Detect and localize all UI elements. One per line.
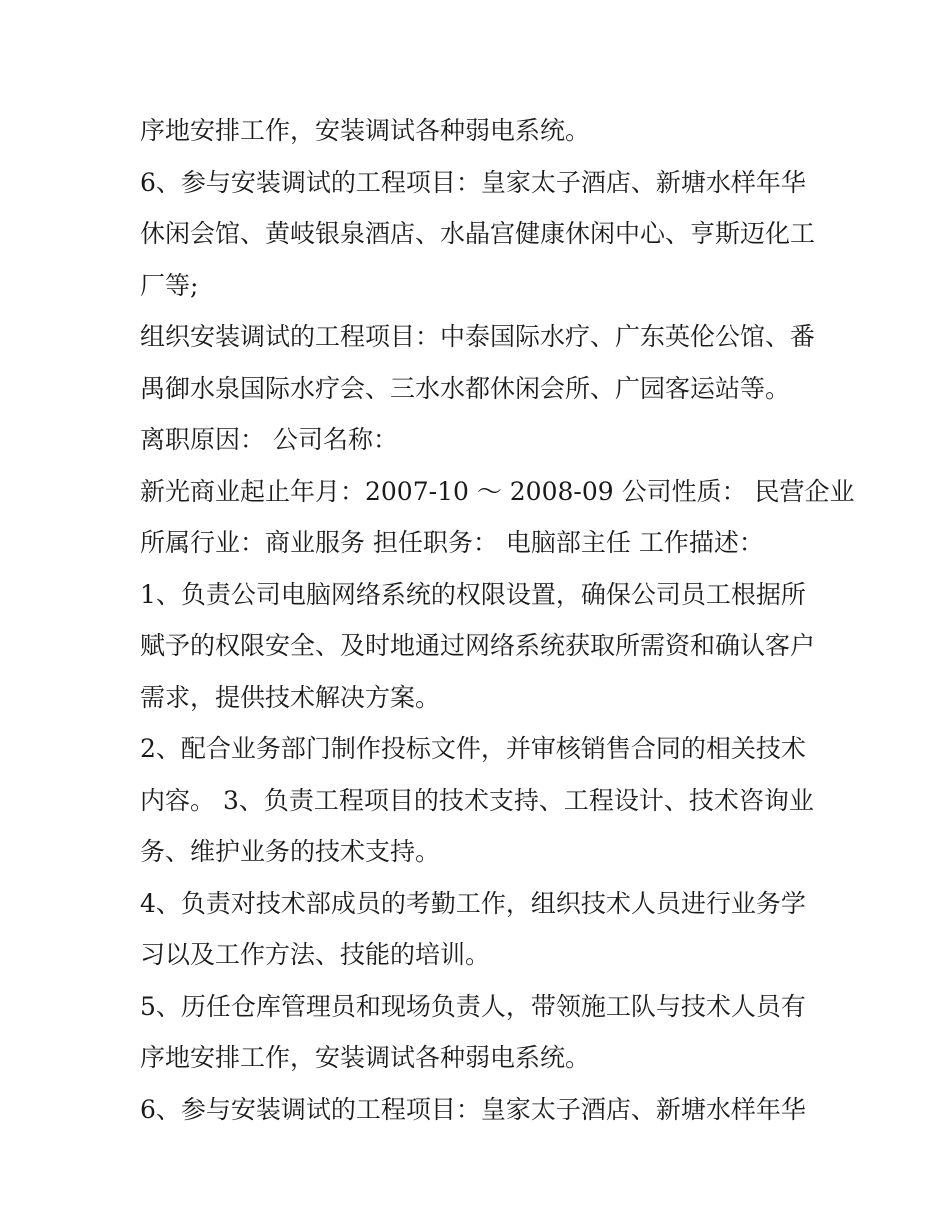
text-line: 休闲会馆、黄岐银泉酒店、水晶宫健康休闲中心、亨斯迈化工 <box>140 219 816 248</box>
text-line: 离职原因： 公司名称： <box>140 425 398 454</box>
text-line: 内容。 3、负责工程项目的技术支持、工程设计、技术咨询业 <box>140 785 814 815</box>
text-line: 所属行业：商业服务 担任职务： 电脑部主任 工作描述： <box>140 528 764 557</box>
text-line: 赋予的权限安全、及时地通过网络系统获取所需资和确认客户 <box>140 631 816 660</box>
text-line: 序地安排工作，安装调试各种弱电系统。 <box>140 1043 591 1072</box>
text-line: 6、参与安装调试的工程项目：皇家太子酒店、新塘水样年华 <box>140 167 806 197</box>
text-line: 序地安排工作，安装调试各种弱电系统。 <box>140 116 591 145</box>
text-line: 4、负责对技术部成员的考勤工作，组织技术人员进行业务学 <box>140 888 806 918</box>
text-line: 务、维护业务的技术支持。 <box>140 837 441 866</box>
document-body <box>140 105 855 1135</box>
text-line: 厂等; <box>140 270 199 300</box>
text-line: 新光商业起止年月：2007-10 ～ 2008-09 公司性质： 民营企业 <box>140 476 855 506</box>
text-line: 需求，提供技术解决方案。 <box>140 682 441 712</box>
text-line: 5、历任仓库管理员和现场负责人，带领施工队与技术人员有 <box>140 991 806 1021</box>
text-line: 1、负责公司电脑网络系统的权限设置，确保公司员工根据所 <box>140 579 806 609</box>
text-line: 6、参与安装调试的工程项目：皇家太子酒店、新塘水样年华 <box>140 1094 806 1124</box>
text-line: 2、配合业务部门制作投标文件，并审核销售合同的相关技术 <box>140 734 806 763</box>
text-line: 组织安装调试的工程项目：中泰国际水疗、广东英伦公馆、番 <box>140 322 816 351</box>
text-line: 禺御水泉国际水疗会、三水水都休闲会所、广园客运站等。 <box>140 373 791 403</box>
text-line: 习以及工作方法、技能的培训。 <box>140 940 491 969</box>
